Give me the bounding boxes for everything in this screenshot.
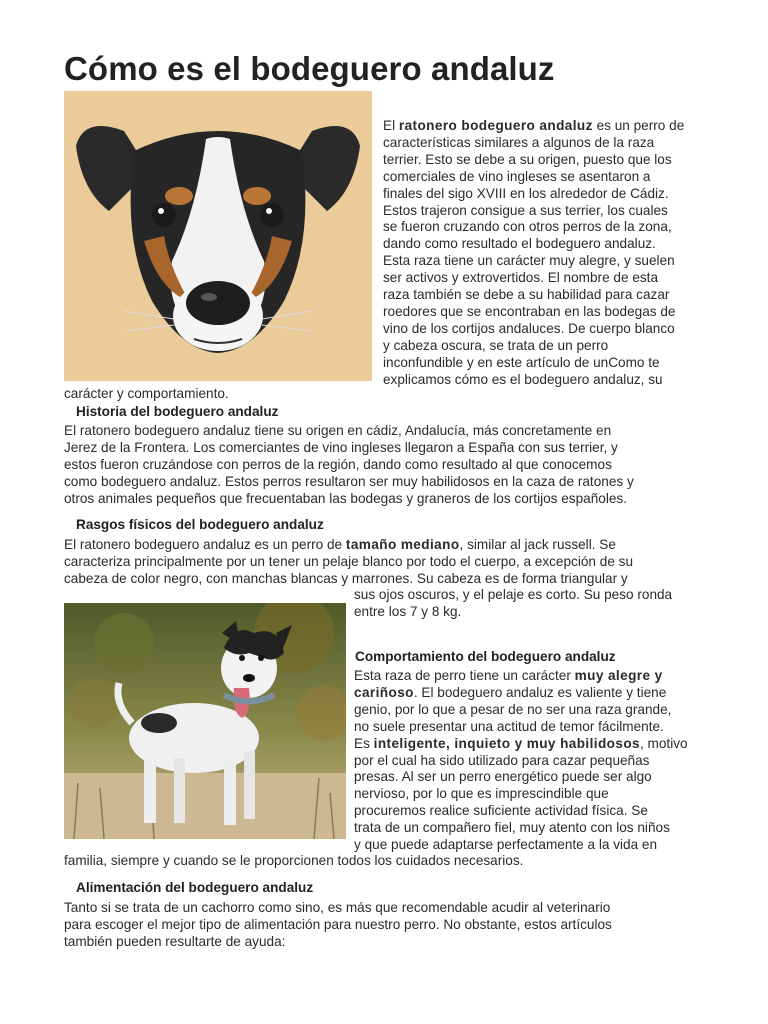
text-segment: inconfundible y en este artículo de unComo te	[383, 354, 660, 370]
text-segment: roedores que se encontraban en las bodegas de	[383, 303, 676, 319]
text-segment: vino de los cortijos andaluces. De cuerpo blanco	[383, 320, 675, 336]
text-segment: dando como resultado el bodeguero andaluz.	[383, 236, 656, 252]
text-line	[354, 736, 724, 753]
text-line	[383, 169, 723, 186]
text-line	[354, 685, 724, 702]
text-line	[354, 668, 724, 685]
text-line	[64, 554, 724, 571]
intro-paragraph	[383, 118, 723, 389]
text-line	[354, 803, 724, 820]
text-line	[354, 587, 724, 604]
bold-text-segment: muy alegre y	[574, 668, 663, 683]
text-line	[354, 786, 724, 803]
text-segment: estos fueron cruzándose con perros de la región, dando como resultado al que conocemos	[64, 456, 612, 472]
intro-tail: carácter y comportamiento.	[64, 386, 229, 401]
page-title: Cómo es el bodeguero andaluz	[64, 50, 555, 87]
text-line	[383, 253, 723, 270]
text-segment: es un perro de	[592, 118, 685, 133]
text-segment: y que puede adaptarse perfectamente a la vida en	[354, 837, 658, 853]
section-heading-historia: Historia del bodeguero andaluz	[76, 404, 279, 419]
section-heading-comportamiento: Comportamiento del bodeguero andaluz	[355, 649, 616, 664]
text-line	[354, 702, 724, 719]
text-line	[383, 135, 723, 152]
comportamiento-tail: familia, siempre y cuando se le proporcionen todos los cuidados necesarios.	[64, 853, 524, 868]
text-segment: El ratonero bodeguero andaluz es un perro de	[64, 537, 346, 552]
text-segment: trata de un compañero fiel, muy atento con los niños	[354, 820, 670, 836]
text-line	[383, 287, 723, 304]
text-line	[354, 820, 724, 837]
text-segment: también pueden resultarte de ayuda:	[64, 933, 286, 949]
text-line	[64, 917, 724, 934]
text-line	[354, 753, 724, 770]
text-line	[383, 270, 723, 287]
text-segment: nervioso, por lo que es imprescindible que	[354, 786, 609, 802]
alimentacion-paragraph	[64, 900, 724, 951]
text-segment: raza también se debe a su habilidad para cazar	[383, 287, 670, 303]
text-line	[383, 203, 723, 220]
text-segment: entre los 7 y 8 kg.	[354, 603, 462, 619]
text-segment: terrier. Esto se debe a su origen, puesto que los	[383, 151, 672, 167]
text-line	[64, 457, 724, 474]
text-line	[64, 934, 724, 951]
text-segment: genio, por lo que a pesar de no ser una raza grande,	[354, 701, 672, 717]
text-segment: cabeza de color negro, con manchas blancas y marrones. Su cabeza es de forma triangular y	[64, 570, 628, 586]
text-line	[64, 474, 724, 491]
text-segment: explicamos cómo es el bodeguero andaluz, su	[383, 371, 663, 387]
text-line	[64, 491, 724, 508]
text-line	[383, 236, 723, 253]
bold-text-segment: tamaño mediano	[345, 537, 460, 552]
text-segment: El	[383, 118, 399, 133]
text-segment: . El bodeguero andaluz es valiente y tiene	[413, 684, 667, 700]
text-line	[383, 152, 723, 169]
text-line	[383, 321, 723, 338]
text-segment: caracteriza principalmente por un tener un pelaje blanco por todo el cuerpo, a excepción de su	[64, 553, 634, 569]
text-segment: Esta raza tiene un carácter muy alegre, y suelen	[383, 253, 675, 269]
text-segment: Es	[354, 735, 374, 751]
text-segment: otros animales pequeños que frecuentaban las bodegas y graneros de los cortijos españoles.	[64, 490, 627, 506]
text-segment: procuremos realice suficiente actividad física. Se	[354, 803, 648, 819]
text-line	[354, 769, 724, 786]
text-line	[64, 537, 724, 554]
text-line	[354, 837, 724, 854]
text-line	[383, 186, 723, 203]
section-heading-alimentacion: Alimentación del bodeguero andaluz	[76, 880, 314, 895]
text-line	[64, 900, 724, 917]
bold-text-segment: cariñoso	[354, 684, 414, 700]
text-segment: características similares a algunos de la raza	[383, 134, 655, 150]
rasgos-paragraph	[64, 537, 724, 588]
text-segment: Estos trajeron consigue a sus terrier, los cuales	[383, 202, 668, 218]
text-segment: Esta raza de perro tiene un carácter	[354, 668, 575, 683]
section-heading-rasgos: Rasgos físicos del bodeguero andaluz	[76, 517, 324, 532]
text-line	[383, 118, 723, 135]
text-line	[383, 219, 723, 236]
text-line	[64, 423, 724, 440]
text-segment: comerciales de vino ingleses se asentaron a	[383, 168, 651, 184]
text-line	[64, 571, 724, 588]
text-line	[383, 355, 723, 372]
dog-portrait-illustration	[64, 91, 372, 381]
text-line	[383, 304, 723, 321]
bold-text-segment: inteligente, inquieto y muy habilidosos	[373, 735, 640, 751]
text-segment: finales del sigo XVIII en los alrededor de Cádiz.	[383, 185, 669, 201]
text-segment: Jerez de la Frontera. Los comerciantes de vino ingleses llegaron a España con sus terrier, y	[64, 439, 618, 455]
text-segment: y cabeza oscura, se trata de un perro	[383, 337, 609, 353]
text-segment: para escoger el mejor tipo de alimentación para nuestro perro. No obstante, estos artículos	[64, 916, 612, 932]
text-segment: ser activos y extrovertidos. El nombre de esta	[383, 270, 659, 286]
text-segment: no suele presentar una actitud de temor fácilmente.	[354, 718, 664, 734]
text-segment: Tanto si se trata de un cachorro como sino, es más que recomendable acudir al veterinario	[64, 900, 611, 915]
text-line	[354, 719, 724, 736]
text-segment: , motivo	[640, 735, 688, 751]
comportamiento-paragraph	[354, 668, 724, 854]
text-segment: como bodeguero andaluz. Estos perros resultaron ser muy habilidosos en la caza de ratones y	[64, 473, 634, 489]
text-segment: El ratonero bodeguero andaluz tiene su origen en cádiz, Andalucía, más concretamente en	[64, 423, 612, 438]
dog-photo	[64, 603, 346, 839]
historia-paragraph	[64, 423, 724, 508]
text-segment: se fueron cruzando con otros perros de la zona,	[383, 219, 672, 235]
rasgos-paragraph-continued	[354, 587, 724, 621]
text-segment: por el cual ha sido utilizado para cazar pequeñas	[354, 752, 650, 768]
text-line	[354, 604, 724, 621]
text-segment: presas. Al ser un perro energético puede ser algo	[354, 769, 652, 785]
bold-text-segment: ratonero bodeguero andaluz	[398, 118, 593, 133]
text-line	[64, 440, 724, 457]
text-line	[383, 338, 723, 355]
text-segment: sus ojos oscuros, y el pelaje es corto. Su peso ronda	[354, 587, 673, 602]
text-line	[383, 372, 723, 389]
text-segment: , similar al jack russell. Se	[459, 537, 616, 552]
